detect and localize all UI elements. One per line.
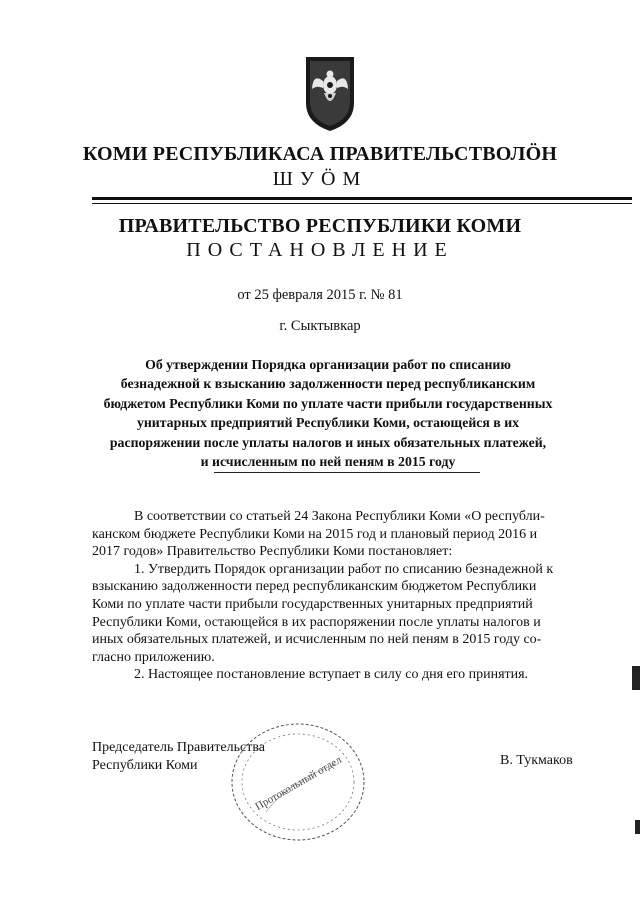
signature-position-line: Председатель Правительства	[92, 740, 265, 755]
title-underline	[214, 472, 480, 473]
header-divider-thin	[92, 203, 632, 204]
signature-position	[92, 739, 265, 775]
body-line: 2017 годов» Правительство Республики Коми постановляет:	[92, 544, 453, 560]
body-line: В соответствии со статьей 24 Закона Республики Коми «О республи-	[134, 509, 545, 524]
body-line: 1. Утвердить Порядок организации работ по списанию безнадежной к	[134, 561, 554, 577]
title-line: бюджетом Республики Коми по уплате части прибыли государственных	[103, 395, 553, 411]
body-line: взысканию задолженности перед республиканским бюджетом Республики	[92, 579, 537, 595]
russian-header-subtitle: ПОСТАНОВЛЕНИЕ	[186, 239, 454, 261]
title-line: и исчисленным по ней пеням в 2015 году	[200, 454, 456, 470]
body-line: Коми по уплате части прибыли государственных унитарных предприятий	[92, 596, 533, 612]
body-line: иных обязательных платежей, и исчисленным по ней пеням в 2015 году со-	[92, 632, 542, 648]
document-body	[92, 508, 594, 684]
title-line: Об утверждении Порядка организации работ по списанию	[145, 357, 511, 372]
russian-header-title: ПРАВИТЕЛЬСТВО РЕСПУБЛИКИ КОМИ	[118, 215, 522, 237]
body-line: 2. Настоящее постановление вступает в силу со дня его принятия.	[134, 667, 529, 683]
komi-coat-of-arms-icon	[303, 55, 357, 133]
official-stamp	[218, 712, 378, 852]
body-line: Республики Коми, остающейся в их распоряжении после уплаты налогов и	[92, 614, 541, 630]
document-date-number: от 25 февраля 2015 г. № 81	[237, 287, 403, 303]
signature-name: В. Тукмаков	[500, 753, 573, 768]
title-line: унитарных предприятий Республики Коми, остающейся в их	[136, 415, 520, 431]
header-divider-thick	[92, 197, 632, 200]
document-title	[98, 355, 558, 471]
scan-edge-mark	[635, 820, 640, 834]
body-line: гласно приложению.	[92, 649, 215, 665]
body-line: канском бюджете Республики Коми на 2015 год и плановый период 2016 и	[92, 526, 538, 542]
stamp-text: Протокольный отдел	[253, 753, 344, 813]
komi-header-title: КОМИ РЕСПУБЛИКАСА ПРАВИТЕЛЬСТВОЛÖН	[82, 143, 558, 165]
komi-header-subtitle: ШУÖМ	[272, 168, 368, 190]
scan-edge-mark	[632, 666, 640, 690]
signature-position-line: Республики Коми	[92, 758, 198, 773]
document-city: г. Сыктывкар	[279, 318, 361, 334]
title-line: распоряжении после уплаты налогов и иных обязательных платежей,	[109, 434, 547, 450]
title-line: безнадежной к взысканию задолженности перед республиканским	[120, 376, 536, 392]
